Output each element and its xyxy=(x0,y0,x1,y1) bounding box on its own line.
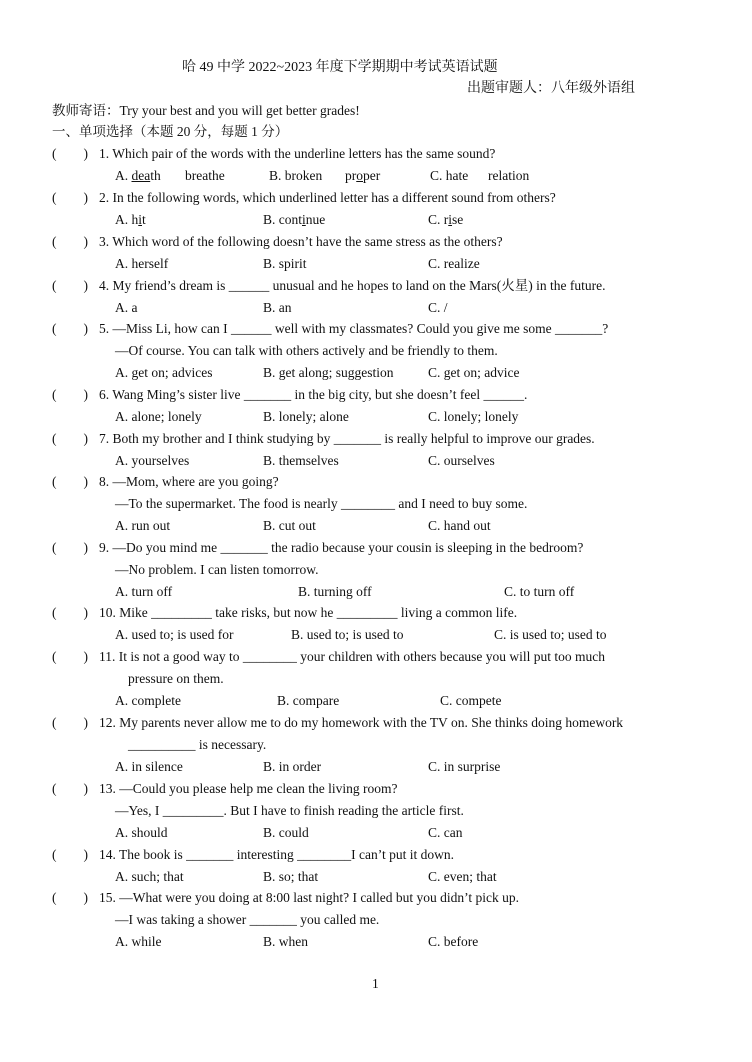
question-stem: 13. —Could you please help me clean the living room? xyxy=(99,781,398,796)
option-text: C. / xyxy=(428,300,448,315)
answer-option xyxy=(263,868,318,886)
option-text: C. get on; advice xyxy=(428,365,520,380)
option-text-rest: nue xyxy=(305,212,326,227)
answer-blank: ( ) xyxy=(52,278,88,293)
option-text: B. spirit xyxy=(263,256,307,271)
option-text: B. bro xyxy=(269,168,303,183)
answer-blank: ( ) xyxy=(52,190,88,205)
answer-option xyxy=(494,626,607,644)
option-text-rest: t xyxy=(142,212,146,227)
answer-option xyxy=(428,517,491,535)
underlined-letters: i xyxy=(302,212,306,227)
answer-option xyxy=(298,583,372,601)
option-text-rest: ken xyxy=(302,168,323,183)
option-text: A. herself xyxy=(115,256,169,271)
underlined-letters: i xyxy=(448,212,453,227)
question-stem-continued: pressure on them. xyxy=(128,671,224,686)
answer-option xyxy=(428,364,519,382)
underlined-letters: o xyxy=(356,168,363,183)
answer-blank: ( ) xyxy=(52,847,88,862)
option-text: B. compare xyxy=(277,693,340,708)
answer-option xyxy=(428,868,497,886)
option-text: B. used to; is used to xyxy=(291,627,404,642)
answer-option xyxy=(440,692,501,710)
answer-option xyxy=(115,692,181,710)
answer-option xyxy=(263,211,325,229)
answer-option xyxy=(428,255,480,273)
answer-blank: ( ) xyxy=(52,540,88,555)
option-text: C. r xyxy=(428,212,449,227)
answer-option xyxy=(504,583,574,601)
answer-option xyxy=(430,167,468,185)
option-text: C. ha xyxy=(430,168,459,183)
option-text: pr xyxy=(345,168,357,183)
teacher-motto: 教师寄语：Try your best and you will get better grades! xyxy=(52,103,360,118)
option-text-rest: tion xyxy=(508,168,530,183)
exam-title: 哈 49 中学 2022~2023 年度下学期期中考试英语试题 xyxy=(182,60,498,75)
option-text: C. ourselves xyxy=(428,453,495,468)
option-text: C. before xyxy=(428,934,479,949)
section-heading: 一、单项选择（本题 20 分，每题 1 分） xyxy=(52,124,289,139)
question-stem-continued: —No problem. I can listen tomorrow. xyxy=(115,562,319,577)
question-stem: 7. Both my brother and I think studying by _______ is really helpful to improve our grades. xyxy=(99,431,595,446)
option-text: B. get along; suggestion xyxy=(263,365,394,380)
question-stem-continued: __________ is necessary. xyxy=(128,737,267,752)
answer-option xyxy=(115,452,189,470)
answer-option xyxy=(428,211,463,229)
option-text: C. lonely; lonely xyxy=(428,409,519,424)
option-text: B. so; that xyxy=(263,869,319,884)
answer-option xyxy=(428,933,478,951)
question-stem: 3. Which word of the following doesn’t have the same stress as the others? xyxy=(99,234,503,249)
option-text: A. while xyxy=(115,934,162,949)
answer-blank: ( ) xyxy=(52,890,88,905)
option-text: C. hand out xyxy=(428,518,491,533)
answer-option xyxy=(263,933,308,951)
answer-option xyxy=(185,167,225,185)
option-text: B. cont xyxy=(263,212,302,227)
option-text: C. can xyxy=(428,825,463,840)
option-text-rest: se xyxy=(452,212,464,227)
option-text-rest: th xyxy=(150,168,161,183)
answer-option xyxy=(263,758,321,776)
answer-option xyxy=(291,626,404,644)
answer-blank: ( ) xyxy=(52,781,88,796)
option-text: B. an xyxy=(263,300,292,315)
question-stem: 14. The book is _______ interesting ________I can’t put it down. xyxy=(99,847,454,862)
question-stem-continued: —Of course. You can talk with others actively and be friendly to them. xyxy=(115,343,498,358)
answer-option xyxy=(115,758,183,776)
question-stem: 8. —Mom, where are you going? xyxy=(99,474,279,489)
answer-option xyxy=(115,167,161,185)
answer-blank: ( ) xyxy=(52,234,88,249)
answer-option xyxy=(115,408,202,426)
answer-option xyxy=(115,824,168,842)
option-text-rest: the xyxy=(208,168,225,183)
answer-option xyxy=(115,868,184,886)
option-text: B. could xyxy=(263,825,309,840)
option-text: A. such; that xyxy=(115,869,184,884)
option-text: B. when xyxy=(263,934,308,949)
question-stem: 5. —Miss Li, how can I ______ well with my classmates? Could you give me some _______? xyxy=(99,321,609,336)
answer-option xyxy=(115,299,138,317)
answer-blank: ( ) xyxy=(52,605,88,620)
question-stem: 4. My friend’s dream is ______ unusual and he hopes to land on the Mars(火星) in the future. xyxy=(99,278,606,293)
answer-option xyxy=(428,452,495,470)
option-text: A. run out xyxy=(115,518,171,533)
question-stem: 2. In the following words, which underlined letter has a different sound from others? xyxy=(99,190,556,205)
answer-option xyxy=(277,692,339,710)
option-text: C. is used to; used to xyxy=(494,627,607,642)
answer-option xyxy=(115,211,146,229)
answer-option xyxy=(115,517,170,535)
question-stem-continued: —To the supermarket. The food is nearly ________ and I need to buy some. xyxy=(115,496,528,511)
question-stem: 12. My parents never allow me to do my homework with the TV on. She thinks doing homework xyxy=(99,715,624,730)
answer-option xyxy=(263,299,292,317)
question-stem-continued: —Yes, I _________. But I have to finish reading the article first. xyxy=(115,803,464,818)
option-text: C. realize xyxy=(428,256,480,271)
answer-option xyxy=(345,167,380,185)
option-text: B. cut out xyxy=(263,518,316,533)
option-text: rela xyxy=(488,168,509,183)
answer-blank: ( ) xyxy=(52,474,88,489)
option-text: B. lonely; alone xyxy=(263,409,349,424)
option-text: A. alone; lonely xyxy=(115,409,202,424)
option-text: A. get on; advices xyxy=(115,365,213,380)
answer-blank: ( ) xyxy=(52,321,88,336)
answer-option xyxy=(263,364,394,382)
option-text-rest: te xyxy=(458,168,469,183)
question-stem: 11. It is not a good way to ________ your children with others because you will put too much xyxy=(99,649,606,664)
option-text: A. xyxy=(115,168,132,183)
answer-option xyxy=(115,933,162,951)
option-text: brea xyxy=(185,168,209,183)
answer-blank: ( ) xyxy=(52,146,88,161)
answer-option xyxy=(263,824,309,842)
option-text: C. even; that xyxy=(428,869,497,884)
answer-option xyxy=(488,167,529,185)
answer-option xyxy=(115,364,212,382)
option-text: C. in surprise xyxy=(428,759,501,774)
answer-option xyxy=(428,824,463,842)
option-text: A. h xyxy=(115,212,139,227)
answer-option xyxy=(263,517,316,535)
answer-option xyxy=(263,452,339,470)
option-text-rest: per xyxy=(363,168,381,183)
answer-blank: ( ) xyxy=(52,715,88,730)
option-text: A. complete xyxy=(115,693,181,708)
answer-option xyxy=(115,626,234,644)
option-text: B. themselves xyxy=(263,453,339,468)
question-stem: 10. Mike _________ take risks, but now he _________ living a common life. xyxy=(99,605,518,620)
option-text: C. to turn off xyxy=(504,584,575,599)
option-text: B. in order xyxy=(263,759,322,774)
answer-blank: ( ) xyxy=(52,431,88,446)
answer-blank: ( ) xyxy=(52,387,88,402)
option-text: A. turn off xyxy=(115,584,173,599)
option-text: B. turning off xyxy=(298,584,372,599)
option-text: A. should xyxy=(115,825,168,840)
question-stem-continued: —I was taking a shower _______ you called me. xyxy=(115,912,380,927)
answer-option xyxy=(428,758,500,776)
answer-option xyxy=(263,255,307,273)
answer-blank: ( ) xyxy=(52,649,88,664)
answer-option xyxy=(115,255,168,273)
option-text: A. yourselves xyxy=(115,453,190,468)
question-stem: 9. —Do you mind me _______ the radio because your cousin is sleeping in the bedroom? xyxy=(99,540,584,555)
question-setter: 出题审题人：八年级外语组 xyxy=(467,81,635,96)
answer-option xyxy=(115,583,172,601)
question-stem: 15. —What were you doing at 8:00 last night? I called but you didn’t pick up. xyxy=(99,890,520,905)
underlined-letters: i xyxy=(138,212,143,227)
question-stem: 1. Which pair of the words with the underline letters has the same sound? xyxy=(99,146,496,161)
answer-option xyxy=(428,408,518,426)
option-text: A. used to; is used for xyxy=(115,627,234,642)
underlined-letters: dea xyxy=(131,168,151,183)
answer-option xyxy=(428,299,448,317)
option-text: A. in silence xyxy=(115,759,183,774)
answer-option xyxy=(269,167,322,185)
option-text: A. a xyxy=(115,300,138,315)
answer-option xyxy=(263,408,349,426)
option-text: C. compete xyxy=(440,693,502,708)
page-number: 1 xyxy=(372,976,379,991)
question-stem: 6. Wang Ming’s sister live _______ in the big city, but she doesn’t feel ______. xyxy=(99,387,528,402)
